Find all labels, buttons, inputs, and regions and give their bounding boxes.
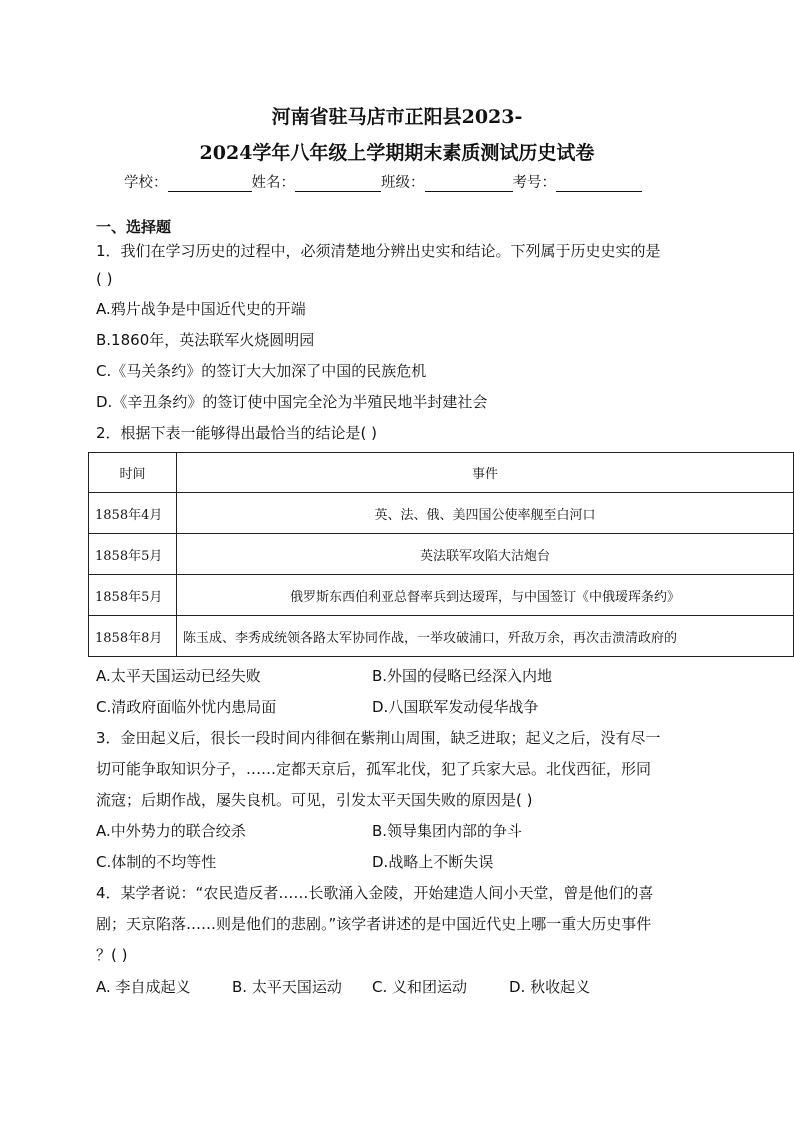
q2-option-c[interactable]: C.清政府面临外忧内患局面 [96, 698, 277, 716]
row-event: 英、法、俄、美四国公使率舰至白河口 [177, 493, 794, 534]
header-event: 事件 [177, 453, 794, 493]
exam-no-blank[interactable] [556, 175, 642, 192]
q4-stem-line1: 4．某学者说：“农民造反者……长歌涌入金陵，开始建造人间小天堂，曾是他们的喜 [96, 884, 654, 902]
school-label: 学校： [124, 175, 168, 191]
name-blank[interactable] [295, 175, 381, 192]
row-event: 陈玉成、李秀成统领各路太军协同作战，一举攻破浦口，歼敌万余，再次击溃清政府的 [177, 616, 794, 657]
table-row [89, 534, 794, 575]
q4-stem-line3: ？( ) [96, 946, 128, 964]
section-heading: 一、选择题 [96, 218, 172, 236]
name-label: 姓名： [251, 175, 295, 191]
header-time: 时间 [89, 453, 177, 493]
page-title-line1: 河南省驻马店市正阳县2023- [271, 106, 523, 128]
q3-option-d[interactable]: D.战略上不断失误 [372, 853, 494, 871]
q2-option-b[interactable]: B.外国的侵略已经深入内地 [372, 667, 553, 685]
student-info-row [124, 171, 642, 192]
q4-option-a[interactable]: A. 李自成起义 [96, 978, 191, 996]
school-blank[interactable] [168, 175, 252, 192]
table-row [89, 575, 794, 616]
row-time: 1858年8月 [89, 616, 177, 657]
q4-option-c[interactable]: C. 义和团运动 [372, 978, 468, 996]
class-blank[interactable] [425, 175, 513, 192]
table-header-row [89, 453, 794, 493]
q4-option-b[interactable]: B. 太平天国运动 [232, 978, 342, 996]
row-event: 俄罗斯东西伯利亚总督率兵到达瑷珲，与中国签订《中俄瑷珲条约》 [177, 575, 794, 616]
row-event: 英法联军攻陷大沽炮台 [177, 534, 794, 575]
q1-option-d[interactable]: D.《辛丑条约》的签订使中国完全沦为半殖民地半封建社会 [96, 393, 488, 411]
row-time: 1858年5月 [89, 575, 177, 616]
events-table [88, 452, 794, 657]
q4-option-d[interactable]: D. 秋收起义 [509, 978, 591, 996]
q1-option-c[interactable]: C.《马关条约》的签订大大加深了中国的民族危机 [96, 362, 427, 380]
page-title-line2: 2024学年八年级上学期期末素质测试历史试卷 [199, 142, 595, 164]
table-row [89, 493, 794, 534]
q1-option-b[interactable]: B.1860年，英法联军火烧圆明园 [96, 331, 315, 349]
q3-stem-line3: 流寇；后期作战，屡失良机。可见，引发太平天国失败的原因是( ) [96, 791, 533, 809]
exam-no-label: 考号： [512, 175, 556, 191]
q1-stem-line1: 1．我们在学习历史的过程中，必须清楚地分辨出史实和结论。下列属于历史史实的是 [96, 242, 661, 260]
q3-stem-line2: 切可能争取知识分子，……定都天京后，孤军北伐，犯了兵家大忌。北伐西征，形同 [96, 760, 652, 778]
q2-stem: 2．根据下表一能够得出最恰当的结论是( ) [96, 424, 378, 442]
q3-option-b[interactable]: B.领导集团内部的争斗 [372, 822, 523, 840]
q1-stem-line2: ( ) [96, 270, 113, 288]
table-row [89, 616, 794, 657]
row-time: 1858年5月 [89, 534, 177, 575]
q1-option-a[interactable]: A.鸦片战争是中国近代史的开端 [96, 300, 306, 318]
q3-option-a[interactable]: A.中外势力的联合绞杀 [96, 822, 246, 840]
q3-option-c[interactable]: C.体制的不均等性 [96, 853, 217, 871]
q3-stem-line1: 3．金田起义后，很长一段时间内徘徊在紫荆山周围，缺乏进取；起义之后，没有尽一 [96, 729, 661, 747]
row-time: 1858年4月 [89, 493, 177, 534]
q4-stem-line2: 剧；天京陷落……则是他们的悲剧。”该学者讲述的是中国近代史上哪一重大历史事件 [96, 915, 652, 933]
class-label: 班级： [381, 175, 425, 191]
q2-option-d[interactable]: D.八国联军发动侵华战争 [372, 698, 539, 716]
q2-option-a[interactable]: A.太平天国运动已经失败 [96, 667, 261, 685]
